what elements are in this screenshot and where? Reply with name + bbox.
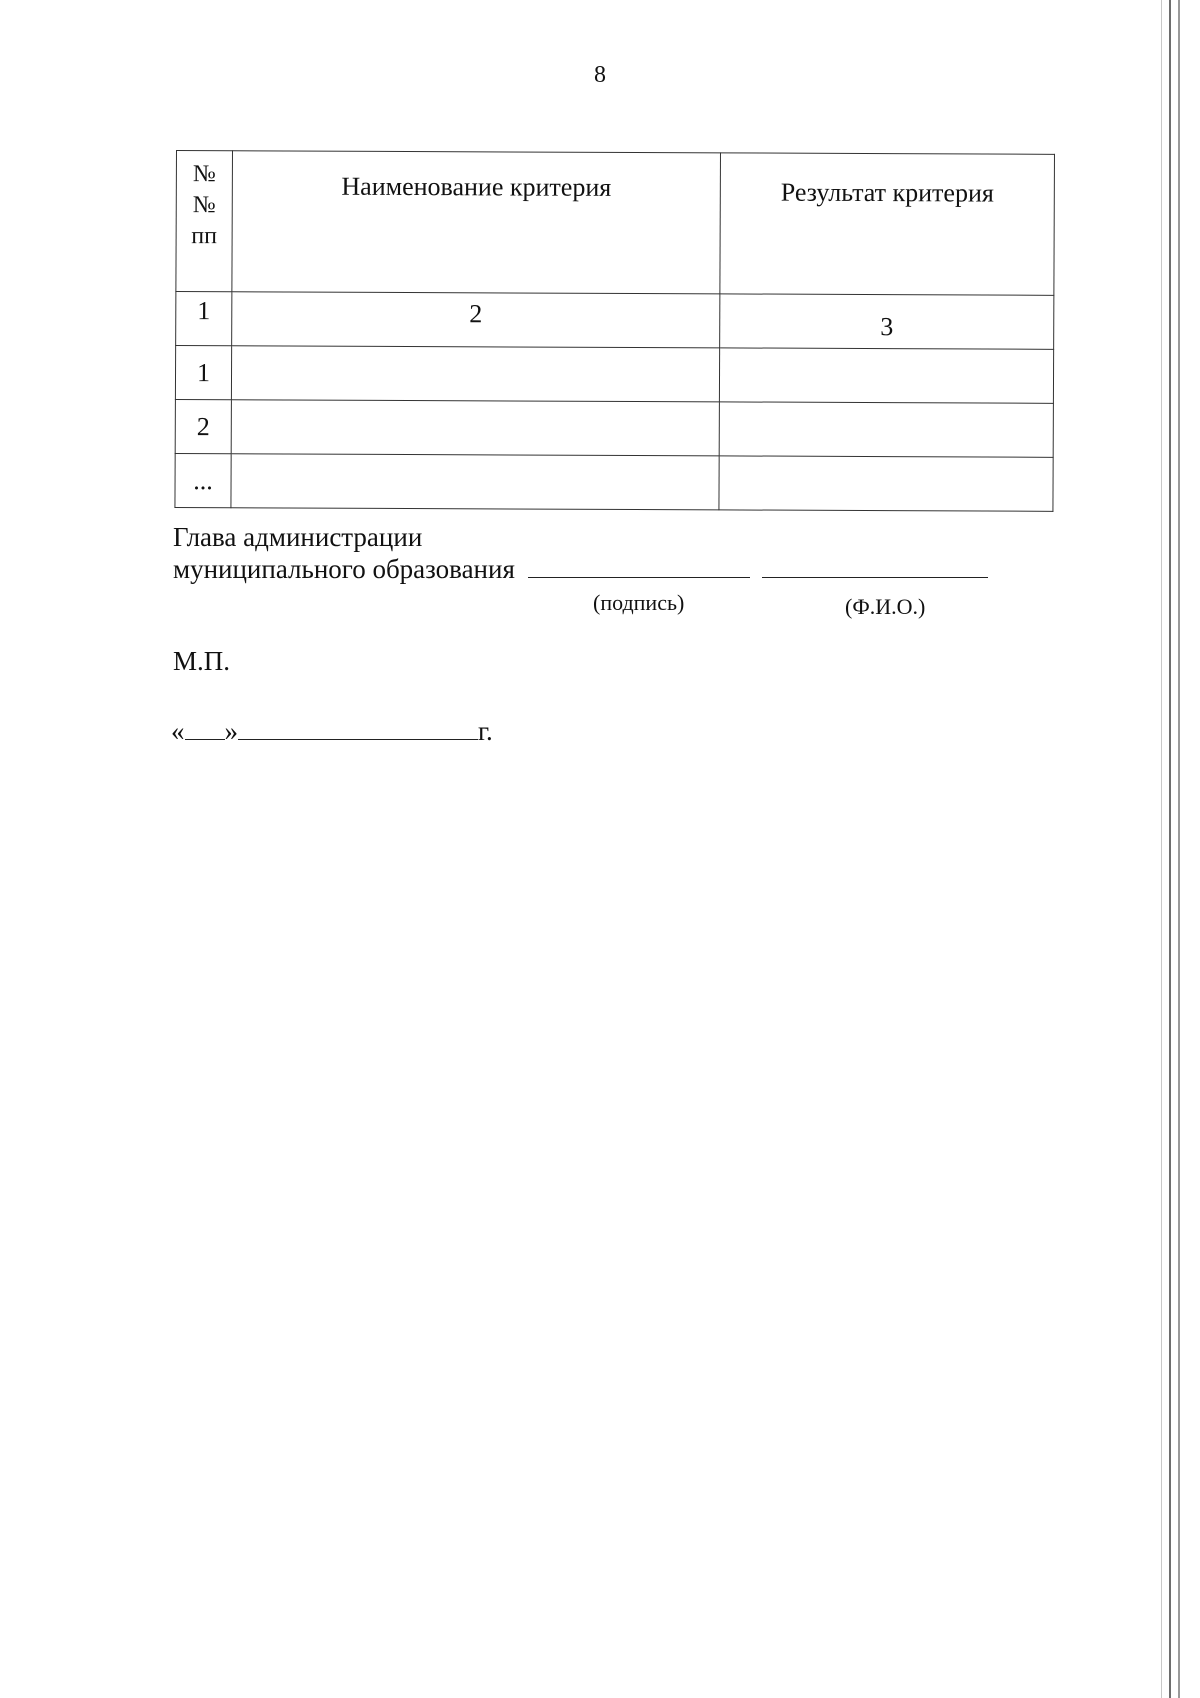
table-row <box>175 346 1053 404</box>
name-blank-line <box>762 555 988 578</box>
table-header-row <box>176 151 1055 296</box>
row-number: 1 <box>175 346 231 400</box>
header-number-cell <box>176 151 233 292</box>
criteria-table <box>174 150 1055 512</box>
signatory-title-line2-wrap <box>173 553 988 585</box>
header-criterion-name: Наименование критерия <box>232 151 721 294</box>
scan-edge-double-line <box>1169 0 1180 1698</box>
criterion-result-cell <box>719 348 1053 403</box>
signatory-title-line2: муниципального образования <box>173 554 515 584</box>
year-suffix: г. <box>478 716 493 746</box>
criterion-name-cell <box>231 346 719 402</box>
table-row <box>175 399 1053 457</box>
day-blank <box>185 717 225 740</box>
header-number-line: № <box>192 161 216 188</box>
month-year-blank <box>238 717 478 740</box>
signature-blank-line <box>528 555 750 578</box>
column-numbering-row <box>176 292 1054 350</box>
criterion-name-cell <box>231 400 719 456</box>
criterion-result-cell <box>719 402 1053 457</box>
date-close-quote: » <box>224 716 238 746</box>
column-number: 2 <box>232 292 720 348</box>
scan-edge-line <box>1161 0 1162 1698</box>
column-number: 1 <box>176 292 232 346</box>
name-caption: (Ф.И.О.) <box>845 594 926 619</box>
table-row <box>175 453 1053 511</box>
date-line <box>171 716 493 747</box>
stamp-place-label: М.П. <box>173 646 231 676</box>
criterion-result-cell <box>719 456 1053 511</box>
signature-caption: (подпись) <box>593 590 685 615</box>
row-number: 2 <box>175 399 231 453</box>
header-criterion-result: Результат критерия <box>720 153 1055 295</box>
date-open-quote: « <box>171 716 185 746</box>
header-number-line: пп <box>191 223 218 250</box>
signature-block <box>173 521 988 585</box>
signatory-title-line1: Глава администрации <box>173 522 423 552</box>
page-number: 8 <box>594 62 606 88</box>
column-number: 3 <box>720 294 1054 349</box>
row-number: ... <box>175 453 231 507</box>
criterion-name-cell <box>231 454 719 510</box>
header-number-line: № <box>192 192 216 219</box>
